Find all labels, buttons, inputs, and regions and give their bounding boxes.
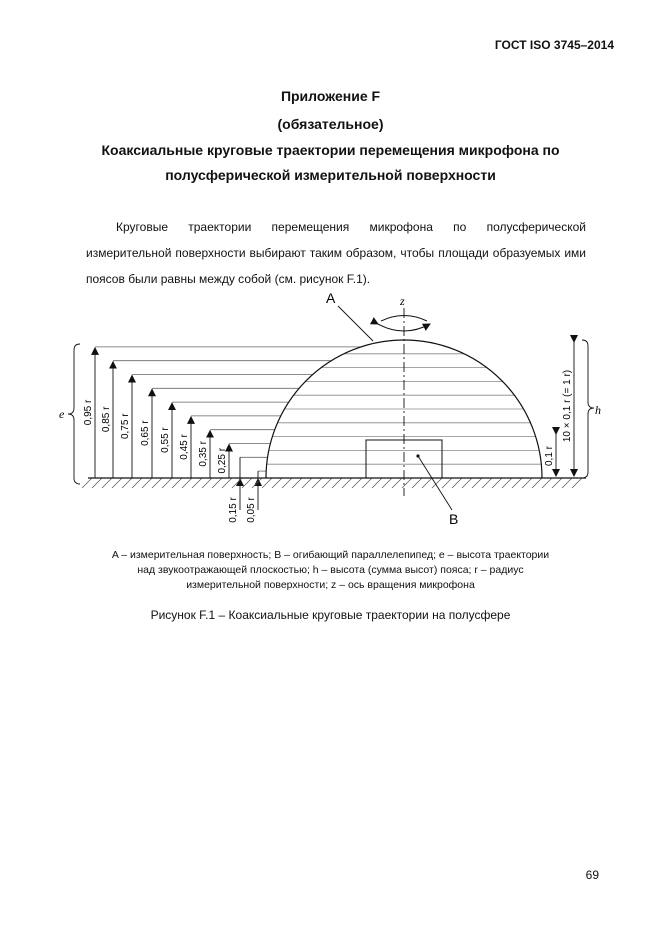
paragraph-text: Круговые траектории перемещения микрофона по полусферической измерительной поверхности выбирают таким образом, чтобы площади образуемых ими поясов были равны между собой (см. рисунок F.1). [86, 220, 586, 286]
label-e: e [59, 407, 65, 421]
reflecting-plane-hatching [82, 478, 582, 488]
hatch-stroke [232, 478, 242, 488]
label-a: A [326, 290, 336, 306]
appendix-heading-line2: полусферической измерительной поверхности [165, 167, 496, 183]
hatch-stroke [572, 478, 582, 488]
trajectory-height-label: 0,55 r [160, 427, 171, 453]
hatch-stroke [202, 478, 212, 488]
body-paragraph [86, 214, 586, 292]
hatch-stroke [192, 478, 202, 488]
hatch-stroke [412, 478, 422, 488]
hatch-stroke [92, 478, 102, 488]
hatch-stroke [272, 478, 282, 488]
hatch-stroke [242, 478, 252, 488]
hatch-stroke [442, 478, 452, 488]
hatch-stroke [472, 478, 482, 488]
zone-height-label: 0,1 r [544, 445, 555, 467]
trajectory-height-label: 0,15 r [228, 497, 239, 523]
hatch-stroke [502, 478, 512, 488]
hatch-stroke [352, 478, 362, 488]
caption-line3: измерительной поверхности; z – ось вращения микрофона [186, 579, 475, 591]
hatch-stroke [142, 478, 152, 488]
trajectory-height-label: 0,25 r [217, 447, 228, 474]
hatch-stroke [222, 478, 232, 488]
hatch-stroke [382, 478, 392, 488]
trajectory-height-label: 0,65 r [140, 420, 151, 446]
trajectory-height-label: 0,05 r [246, 497, 257, 523]
caption-line1: A – измерительная поверхность; B – огибающий параллелепипед; e – высота траектории [111, 549, 550, 561]
caption-line2: над звукоотражающей плоскостью; h – высота (сумма высот) пояса; r – радиус [137, 564, 524, 576]
hatch-stroke [122, 478, 132, 488]
trajectory-height-label: 0,45 r [179, 434, 190, 460]
hatch-stroke [552, 478, 562, 488]
hatch-stroke [542, 478, 552, 488]
appendix-title: Приложение F [280, 88, 381, 104]
hatch-stroke [562, 478, 572, 488]
height-dimension-labels [83, 399, 257, 523]
trajectory-height-label: 0,75 r [120, 413, 131, 440]
hatch-stroke [372, 478, 382, 488]
page-number: 69 [585, 868, 599, 882]
brace-e [68, 344, 80, 484]
appendix-status: (обязательное) [277, 116, 384, 132]
hatch-stroke [512, 478, 522, 488]
total-height-label: 10 × 0,1 r (= 1 r) [562, 369, 573, 443]
trajectory-height-label: 0,35 r [198, 441, 209, 467]
hatch-stroke [312, 478, 322, 488]
hatch-stroke [132, 478, 142, 488]
hatch-stroke [262, 478, 272, 488]
hatch-stroke [82, 478, 92, 488]
hatch-stroke [252, 478, 262, 488]
appendix-heading-line1: Коаксиальные круговые траектории перемещения микрофона по [101, 142, 560, 158]
hemisphere-figure [0, 288, 661, 538]
hatch-stroke [522, 478, 532, 488]
hatch-stroke [492, 478, 502, 488]
trajectory-height-label: 0,95 r [83, 399, 94, 426]
hatch-stroke [292, 478, 302, 488]
hatch-stroke [182, 478, 192, 488]
hatch-stroke [282, 478, 292, 488]
hatch-stroke [402, 478, 412, 488]
hatch-stroke [102, 478, 112, 488]
trajectory-height-label: 0,85 r [101, 406, 112, 433]
hatch-stroke [302, 478, 312, 488]
hatch-stroke [452, 478, 462, 488]
hatch-stroke [462, 478, 472, 488]
figure-title: Рисунок F.1 – Коаксиальные круговые траектории на полусфере [150, 608, 511, 622]
hatch-stroke [212, 478, 222, 488]
hatch-stroke [112, 478, 122, 488]
hatch-stroke [172, 478, 182, 488]
hatch-stroke [342, 478, 352, 488]
hatch-stroke [322, 478, 332, 488]
hatch-stroke [482, 478, 492, 488]
hatch-stroke [152, 478, 162, 488]
label-h: h [595, 403, 601, 417]
z-axis-label: z [400, 294, 405, 308]
hatch-stroke [392, 478, 402, 488]
hatch-stroke [362, 478, 372, 488]
leader-a [338, 306, 373, 341]
figure-caption [60, 548, 601, 593]
hatch-stroke [332, 478, 342, 488]
label-b: B [449, 511, 459, 527]
hatch-stroke [162, 478, 172, 488]
hatch-stroke [422, 478, 432, 488]
brace-h [582, 340, 594, 478]
standard-header: ГОСТ ISO 3745–2014 [494, 38, 614, 52]
hatch-stroke [532, 478, 542, 488]
